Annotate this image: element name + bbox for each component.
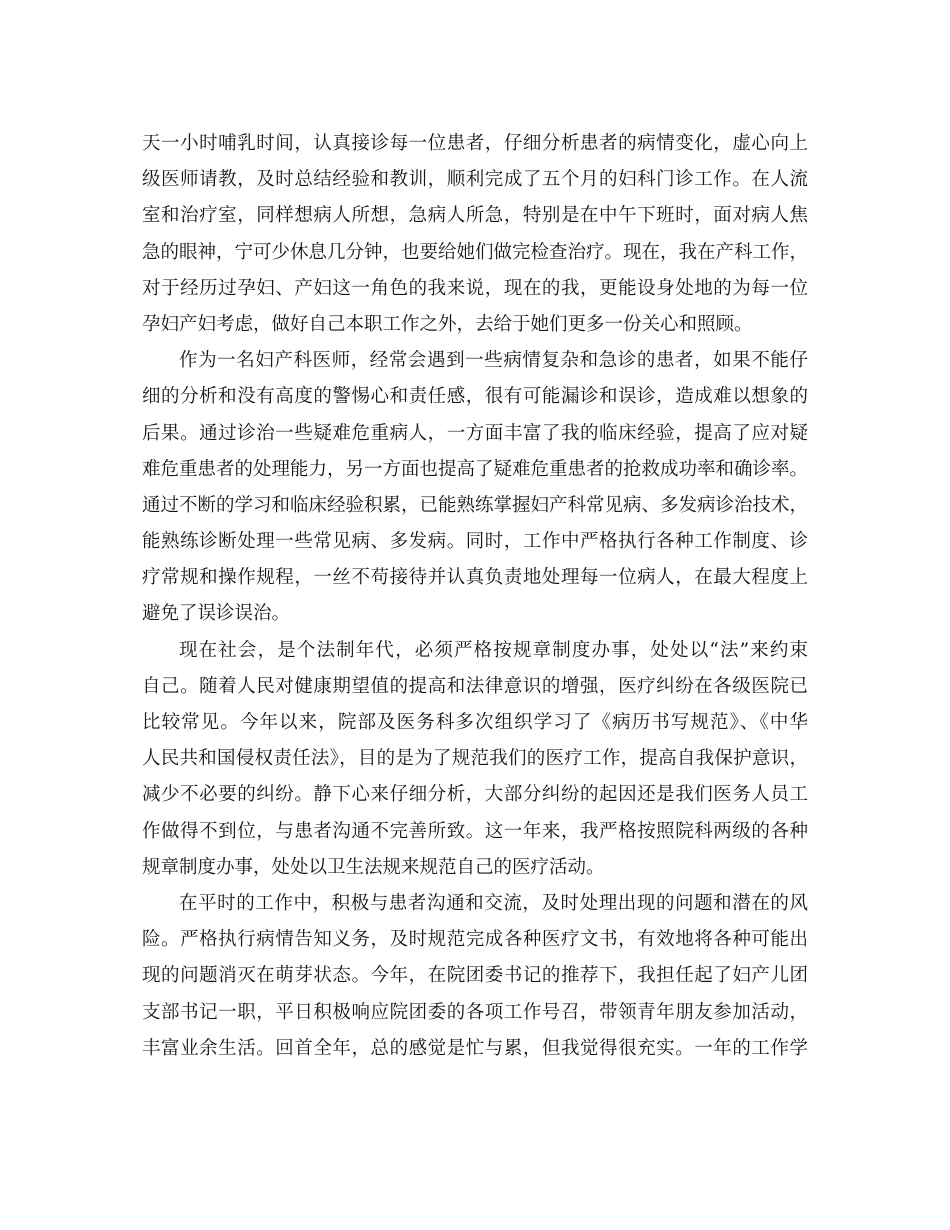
text-line: 后果。通过诊治一些疑难危重病人，一方面丰富了我的临床经验，提高了应对疑 [142, 422, 808, 444]
text-line: 现在社会，是个法制年代，必须严格按规章制度办事，处处以“法”来约束 [179, 639, 808, 661]
text-line: 作为一名妇产科医师，经常会遇到一些病情复杂和急诊的患者，如果不能仔 [179, 350, 808, 372]
text-line: 比较常见。今年以来，院部及医务科多次组织学习了《病历书写规范》、《中华 [142, 712, 808, 733]
text-line: 支部书记一职，平日积极响应院团委的各项工作号召，带领青年朋友参加活动， [142, 1001, 808, 1023]
text-line: 作做得不到位，与患者沟通不完善所致。这一年来，我严格按照院科两级的各种 [142, 820, 808, 842]
text-line: 孕妇产妇考虑，做好自己本职工作之外，去给于她们更多一份关心和照顾。 [142, 313, 753, 335]
text-line: 通过不断的学习和临床经验积累，已能熟练掌握妇产科常见病、多发病诊治技术， [142, 494, 809, 516]
paragraph-4 [142, 886, 808, 1067]
text-line: 避免了误诊误治。 [142, 603, 291, 625]
text-line: 减少不必要的纠纷。静下心来仔细分析，大部分纠纷的起因还是我们医务人员工 [142, 784, 808, 806]
text-line: 人民共和国侵权责任法》，目的是为了规范我们的医疗工作，提高自我保护意识， [142, 748, 808, 770]
text-line: 难危重患者的处理能力，另一方面也提高了疑难危重患者的抢救成功率和确诊率。 [142, 458, 809, 480]
text-line: 自己。随着人民对健康期望值的提高和法律意识的增强，医疗纠纷在各级医院已 [142, 675, 808, 697]
text-line: 险。严格执行病情告知义务，及时规范完成各种医疗文书，有效地将各种可能出 [142, 929, 808, 951]
text-line: 现的问题消灭在萌芽状态。今年，在院团委书记的推荐下，我担任起了妇产儿团 [142, 965, 808, 987]
text-line: 室和治疗室，同样想病人所想，急病人所急，特别是在中午下班时，面对病人焦 [142, 205, 808, 227]
paragraph-2 [142, 343, 808, 633]
text-line: 能熟练诊断处理一些常见病、多发病。同时，工作中严格执行各种工作制度、诊 [142, 531, 808, 553]
text-line: 急的眼神，宁可少休息几分钟，也要给她们做完检查治疗。现在，我在产科工作， [142, 241, 809, 263]
text-line: 细的分析和没有高度的警惕心和责任感，很有可能漏诊和误诊，造成难以想象的 [142, 386, 808, 408]
text-line: 丰富业余生活。回首全年，总的感觉是忙与累，但我觉得很充实。一年的工作学 [142, 1037, 808, 1059]
text-line: 天一小时哺乳时间，认真接诊每一位患者，仔细分析患者的病情变化，虚心向上 [142, 133, 808, 154]
text-line: 对于经历过孕妇、产妇这一角色的我来说，现在的我，更能设身处地的为每一位 [142, 277, 808, 299]
paragraph-3 [142, 633, 808, 886]
text-line: 规章制度办事，处处以卫生法规来规范自己的医疗活动。 [142, 856, 605, 878]
document-body [142, 126, 808, 1067]
text-line: 疗常规和操作规程，一丝不苟接待并认真负责地处理每一位病人，在最大程度上 [142, 567, 808, 589]
paragraph-1 [142, 126, 808, 343]
text-line: 级医师请教，及时总结经验和教训，顺利完成了五个月的妇科门诊工作。在人流 [142, 169, 808, 191]
text-line: 在平时的工作中，积极与患者沟通和交流，及时处理出现的问题和潜在的风 [179, 892, 808, 914]
